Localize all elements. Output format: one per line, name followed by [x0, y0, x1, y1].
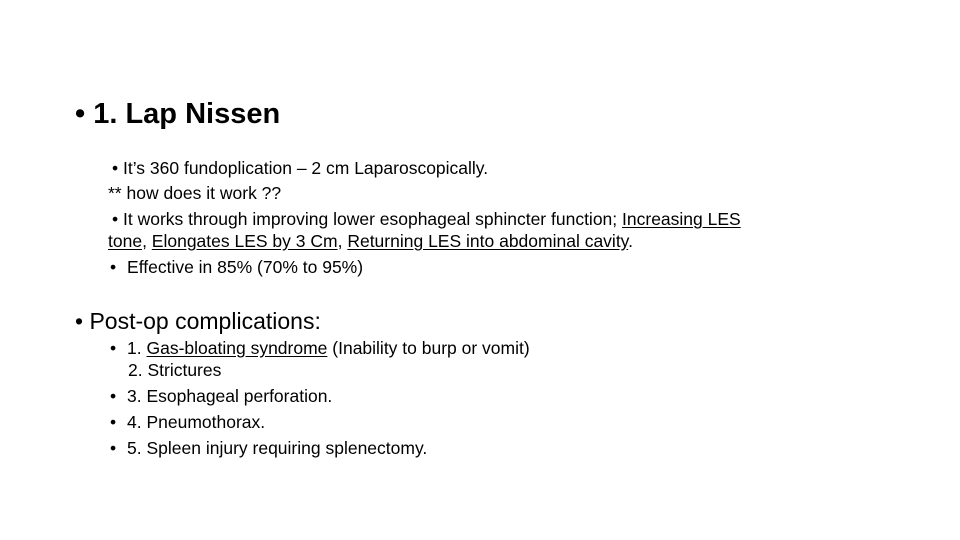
- complication-4-line: [110, 414, 265, 432]
- section2-bullet: •: [75, 308, 84, 334]
- complication-1-bullet: •: [110, 338, 117, 358]
- complication-4-text: 4. Pneumothorax.: [127, 412, 266, 432]
- les-tone-text-b: tone: [108, 231, 143, 251]
- returning-text: Returning LES into abdominal cavity: [347, 231, 629, 251]
- complication-4-bullet: •: [110, 412, 117, 432]
- effective-text: Effective in 85% (70% to 95%): [127, 257, 364, 277]
- complication-3-text: 3. Esophageal perforation.: [127, 386, 333, 406]
- complication-1-prefix: 1.: [127, 338, 147, 358]
- how-question-text: ** how does it work ??: [108, 183, 282, 203]
- complication-1-suffix: (Inability to burp or vomit): [327, 338, 530, 358]
- separator-2: ,: [337, 231, 348, 251]
- how-question-line: [108, 185, 281, 203]
- mechanism-line-2: [108, 233, 633, 251]
- effective-bullet: •: [110, 257, 117, 277]
- elongates-text: Elongates LES by 3 Cm: [151, 231, 338, 251]
- section1-title: 1. Lap Nissen: [93, 98, 281, 130]
- complication-1-line: [110, 340, 530, 358]
- complication-3-line: [110, 388, 332, 406]
- section1-heading: [75, 100, 280, 129]
- fundoplication-line: [112, 160, 488, 178]
- separator-1: ,: [142, 231, 152, 251]
- complication-3-bullet: •: [110, 386, 117, 406]
- effective-line: [110, 259, 363, 277]
- fundoplication-text: • It’s 360 fundoplication – 2 cm Laparoscopically.: [112, 158, 489, 178]
- les-tone-text-a: Increasing LES: [622, 209, 741, 229]
- complication-5-text: 5. Spleen injury requiring splenectomy.: [127, 438, 428, 458]
- complication-1-underlined: Gas-bloating syndrome: [146, 338, 328, 358]
- complication-5-line: [110, 440, 427, 458]
- end-period: .: [628, 231, 634, 251]
- section2-heading: [75, 310, 321, 333]
- section1-bullet: •: [75, 98, 86, 130]
- section2-title: Post-op complications:: [89, 308, 321, 334]
- mechanism-intro-text: • It works through improving lower esophageal sphincter function;: [112, 209, 623, 229]
- complication-2-text: 2. Strictures: [128, 360, 222, 380]
- complication-2-line: [128, 362, 221, 380]
- complication-5-bullet: •: [110, 438, 117, 458]
- mechanism-line: [112, 211, 741, 229]
